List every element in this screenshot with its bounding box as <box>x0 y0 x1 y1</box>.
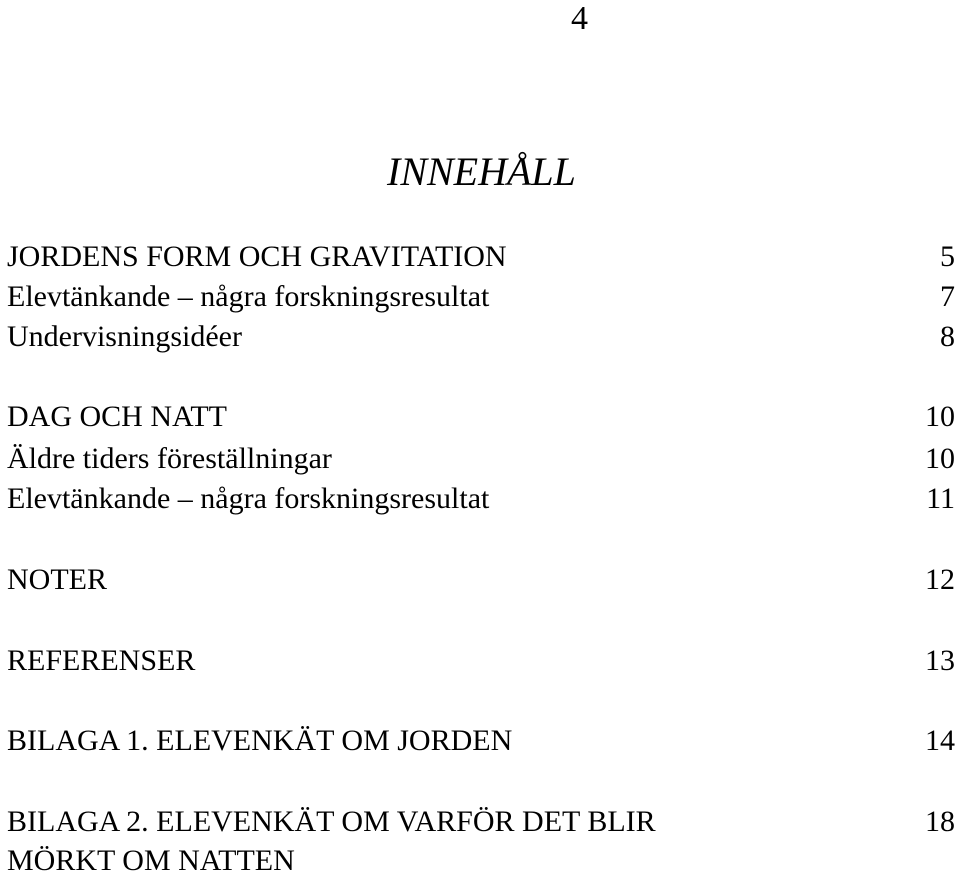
toc-entry-page: 14 <box>925 724 955 757</box>
toc-entry-title: Elevtänkande – några forskningsresultat <box>7 280 490 313</box>
toc-entry-page: 12 <box>925 563 955 596</box>
toc-entry <box>7 440 955 478</box>
toc-entry <box>7 278 955 316</box>
toc-entry-page: 13 <box>925 644 955 677</box>
toc-title: INNEHÅLL <box>387 149 576 194</box>
toc-entry-title: JORDENS FORM OCH GRAVITATION <box>7 240 507 273</box>
toc-entry <box>7 803 955 841</box>
toc-entry-page: 10 <box>925 400 955 433</box>
toc-entry-title: NOTER <box>7 563 107 596</box>
toc-entry-title: Elevtänkande – några forskningsresultat <box>7 482 490 515</box>
toc-entry <box>7 642 955 680</box>
toc-entry-title: DAG OCH NATT <box>7 400 227 433</box>
toc-entry <box>7 238 955 276</box>
toc-entry-title: BILAGA 1. ELEVENKÄT OM JORDEN <box>7 724 513 757</box>
toc-entry <box>7 561 955 599</box>
toc-entry-title-continuation: MÖRKT OM NATTEN <box>7 844 295 877</box>
toc-entry-title: Undervisningsidéer <box>7 320 242 353</box>
toc-entry <box>7 722 955 760</box>
toc-entry-title: REFERENSER <box>7 644 196 677</box>
toc-entry-page: 5 <box>940 240 955 273</box>
toc-entry <box>7 398 955 436</box>
toc-entry <box>7 318 955 356</box>
toc-entry-page: 10 <box>925 442 955 475</box>
toc-entry <box>7 480 955 518</box>
toc-entry-page: 18 <box>925 805 955 838</box>
page-number: 4 <box>571 0 588 37</box>
toc-entry-page: 8 <box>940 320 955 353</box>
toc-entry-title: Äldre tiders föreställningar <box>7 442 332 475</box>
toc-entry-page: 11 <box>926 482 955 515</box>
toc-entry-title: BILAGA 2. ELEVENKÄT OM VARFÖR DET BLIR <box>7 805 656 838</box>
toc-entry-page: 7 <box>940 280 955 313</box>
